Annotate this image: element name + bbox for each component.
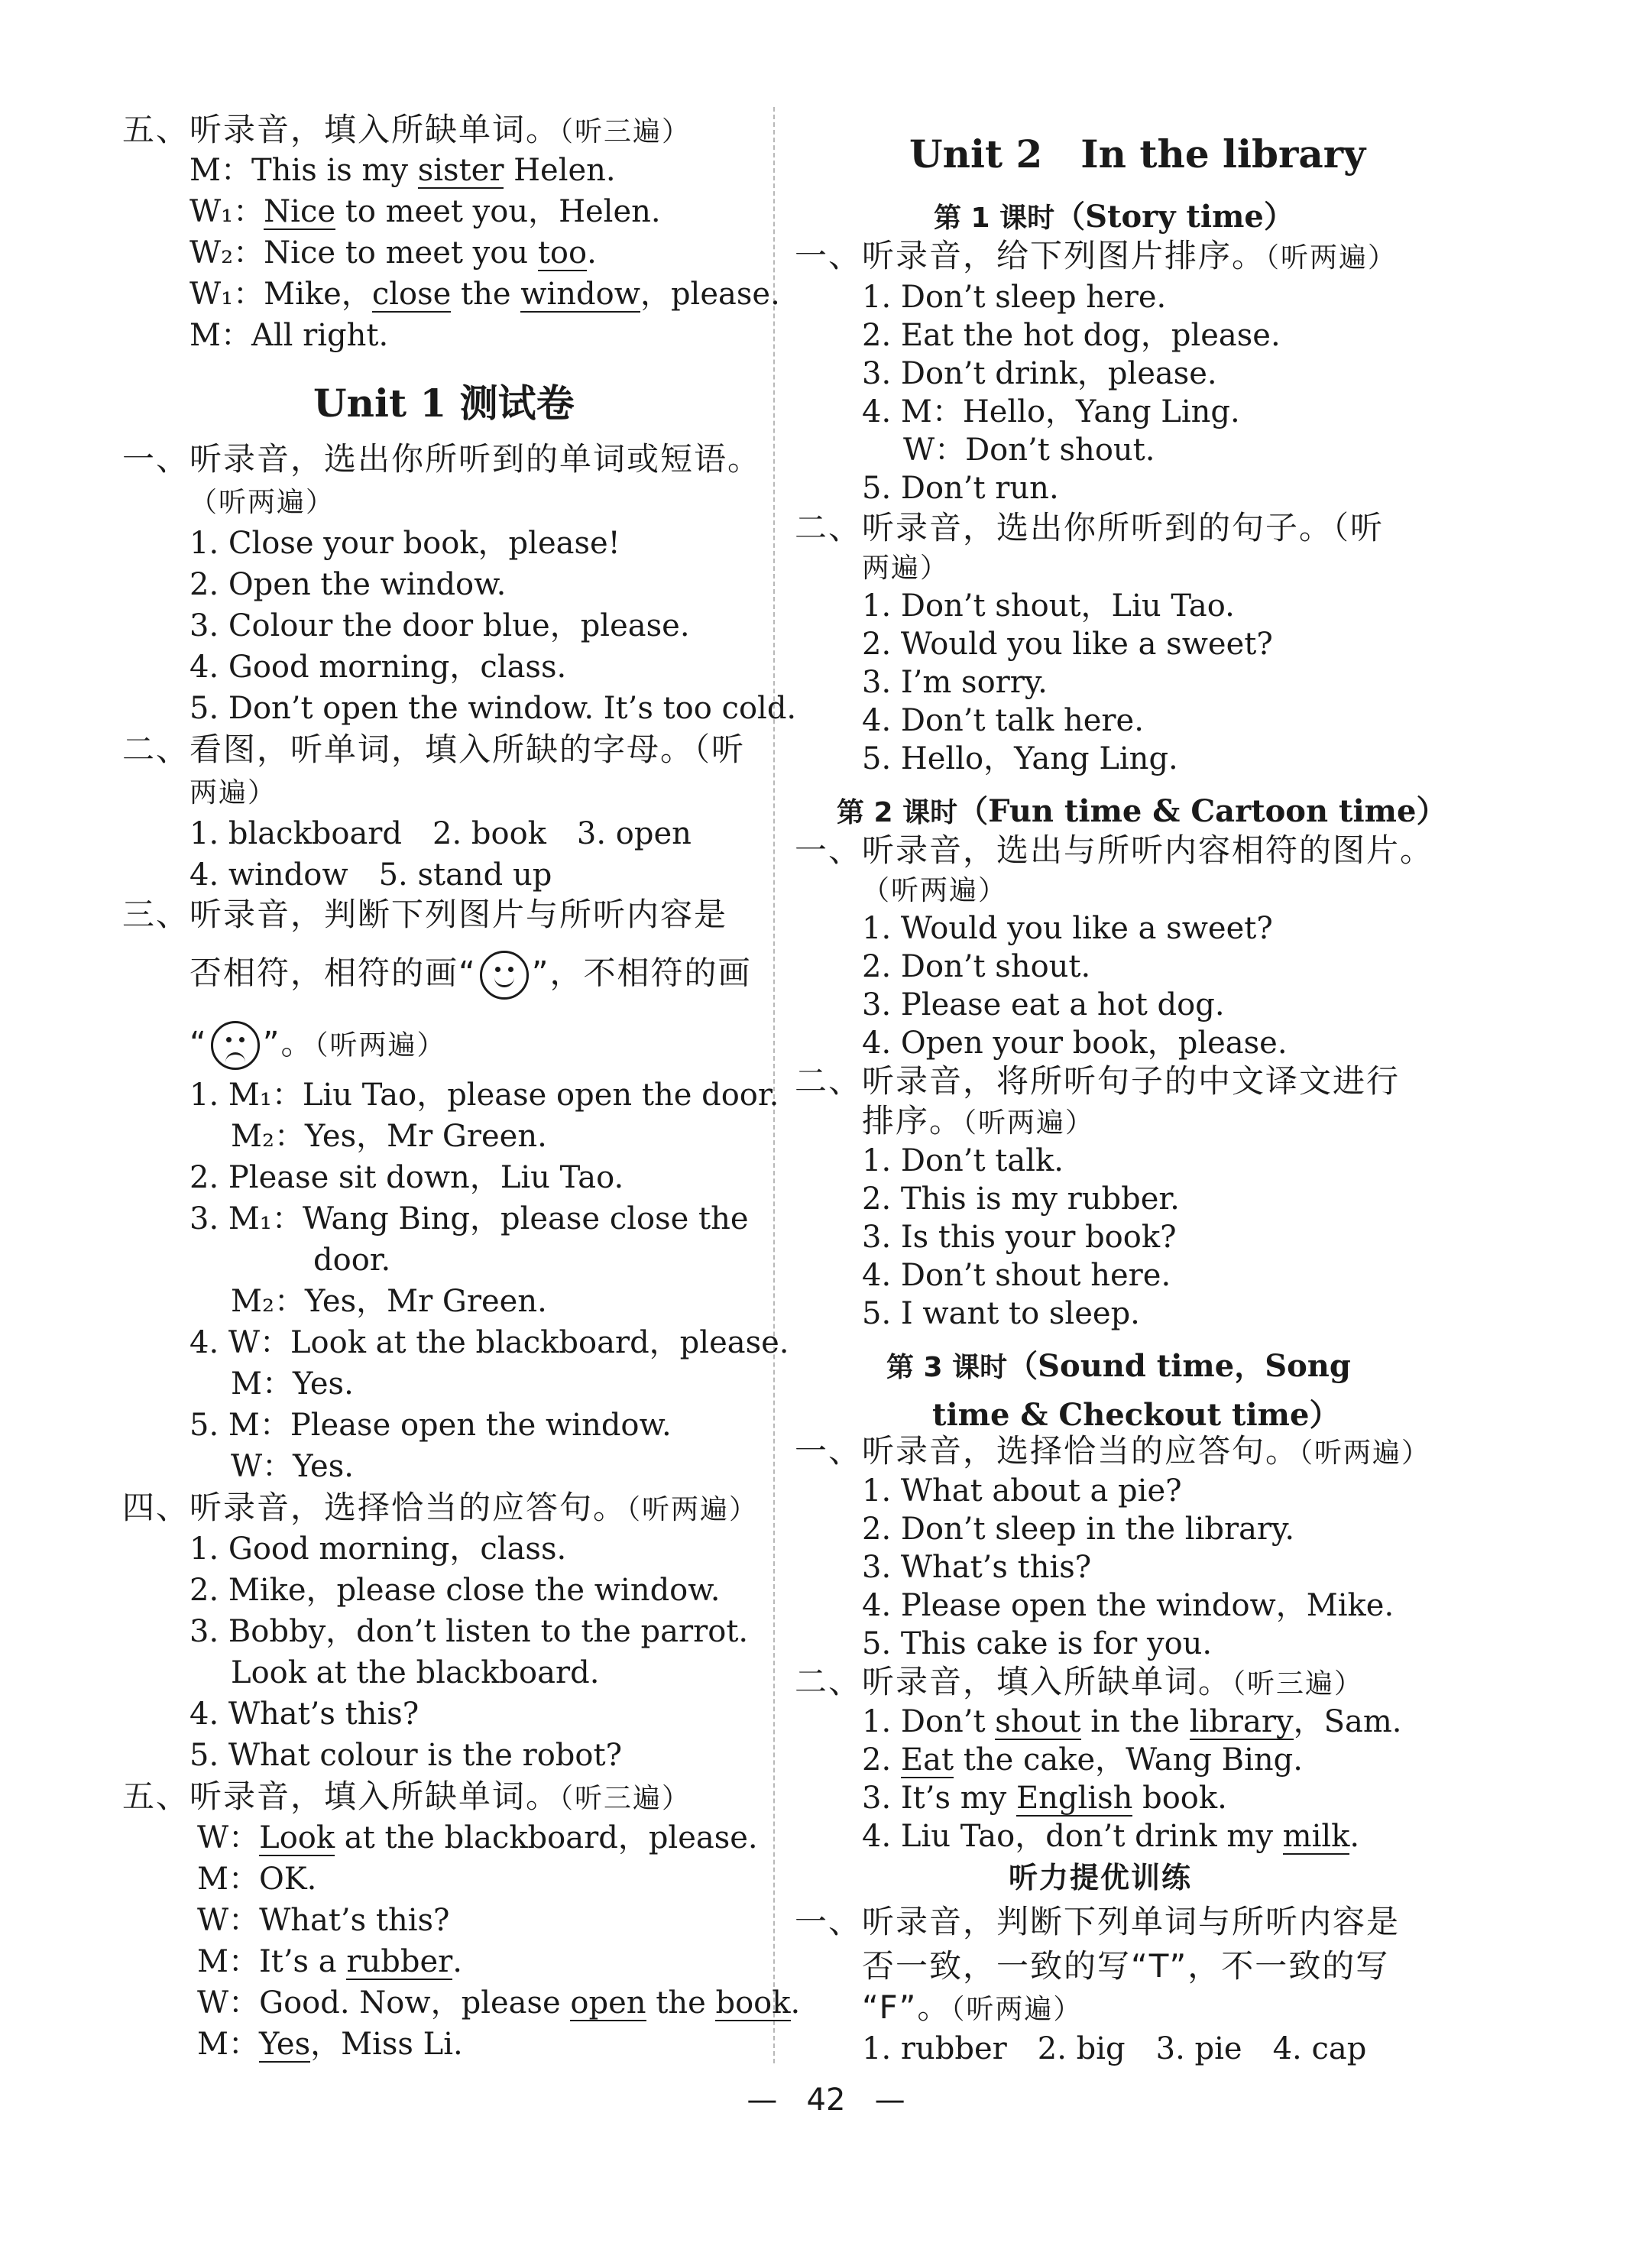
section-note: （听两遍） bbox=[862, 875, 1008, 906]
list-item: 3. Bobby，don’t listen to the parrot. bbox=[189, 1614, 749, 1649]
list-item: 1. blackboard 2. book 3. open bbox=[189, 816, 692, 851]
answer-word: rubber bbox=[346, 1944, 453, 1979]
list-item: 2. Mike，please close the window. bbox=[189, 1573, 721, 1608]
dialogue-line: W：Good. Now，please open the book. bbox=[197, 1985, 801, 2021]
test-title: Unit 1 测试卷 bbox=[313, 381, 575, 426]
dialogue-line: 1. M₁：Liu Tao，please open the door. bbox=[189, 1078, 779, 1113]
dialogue-line: 2. Please sit down，Liu Tao. bbox=[189, 1160, 624, 1195]
list-item: 3. Colour the door blue，please. bbox=[189, 608, 690, 643]
section-heading: 一、听录音，判断下列单词与所听内容是 bbox=[795, 1903, 1401, 1940]
list-item: 2. Open the window. bbox=[189, 567, 507, 602]
section-heading: 五、听录音，填入所缺单词。（听三遍） bbox=[122, 111, 692, 148]
fill-line: 3. It’s my English book. bbox=[862, 1781, 1227, 1816]
unit-title: Unit 2 In the library bbox=[909, 131, 1366, 177]
dialogue-line: W：Look at the blackboard，please. bbox=[197, 1820, 758, 1855]
dialogue-line: M₂：Yes，Mr Green. bbox=[231, 1119, 547, 1154]
list-item: 1. Don’t sleep here. bbox=[862, 280, 1167, 315]
list-item: 3. I’m sorry. bbox=[862, 665, 1048, 700]
answer-word: Eat bbox=[900, 1742, 954, 1778]
answer-word: shout bbox=[995, 1704, 1081, 1739]
list-item: 5. Hello，Yang Ling. bbox=[862, 741, 1178, 776]
answer-word: too bbox=[537, 235, 588, 271]
sad-face-icon bbox=[211, 1021, 260, 1070]
dialogue-line: M：Yes. bbox=[231, 1366, 354, 1402]
list-item: 1. Close your book，please! bbox=[189, 526, 620, 561]
smiley-face-icon bbox=[480, 951, 529, 1000]
answer-word: Yes bbox=[258, 2027, 311, 2062]
list-item: 1. Don’t shout，Liu Tao. bbox=[862, 588, 1235, 624]
section-heading: 五、听录音，填入所缺单词。（听三遍） bbox=[122, 1778, 692, 1815]
answer-word: English bbox=[1015, 1781, 1133, 1816]
section-heading-cont: 排序。（听两遍） bbox=[862, 1102, 1095, 1139]
list-item: 4. M：Hello，Yang Ling. bbox=[862, 394, 1240, 429]
section-note: （听两遍） bbox=[189, 487, 335, 518]
section-note: 两遍） bbox=[862, 553, 950, 584]
list-item: W：Don’t shout. bbox=[903, 433, 1155, 468]
answer-word: library bbox=[1189, 1704, 1294, 1739]
list-item: 4. Don’t shout here. bbox=[862, 1258, 1171, 1293]
section-heading-cont: “F”。（听两遍） bbox=[862, 1988, 1083, 2026]
answer-word: book bbox=[715, 1985, 791, 2021]
list-item: 5. Don’t open the window. It’s too cold. bbox=[189, 691, 797, 726]
dialogue-line: 3. M₁：Wang Bing，please close the bbox=[189, 1201, 749, 1236]
list-item: 2. Eat the hot dog，please. bbox=[862, 318, 1281, 353]
dialogue-line: door. bbox=[313, 1243, 391, 1278]
list-item: 3. Please eat a hot dog. bbox=[862, 987, 1225, 1023]
list-item: 4. window 5. stand up bbox=[189, 857, 552, 893]
section-heading: 一、听录音，给下列图片排序。（听两遍） bbox=[795, 237, 1398, 274]
list-item: 5. Don’t run. bbox=[862, 471, 1059, 506]
list-item: 5. What colour is the robot? bbox=[189, 1738, 623, 1773]
answer-word: close bbox=[371, 277, 452, 312]
dialogue-line: W₁：Mike，close the window，please. bbox=[189, 277, 780, 312]
answer-word: window bbox=[520, 277, 640, 312]
list-item: 1. Don’t talk. bbox=[862, 1143, 1064, 1178]
dialogue-line: 5. M：Please open the window. bbox=[189, 1408, 672, 1443]
section-heading: 三、听录音，判断下列图片与所听内容是 bbox=[122, 896, 728, 933]
page-number: — 42 — bbox=[747, 2082, 905, 2118]
list-item: 2. Don’t shout. bbox=[862, 949, 1091, 984]
fill-line: 2. Eat the cake，Wang Bing. bbox=[862, 1742, 1303, 1778]
dialogue-line: M：This is my sister Helen. bbox=[189, 153, 616, 188]
section-heading: 一、听录音，选出你所听到的单词或短语。 bbox=[122, 440, 762, 478]
section-heading-cont: 否一致，一致的写“T”，不一致的写 bbox=[862, 1947, 1390, 1985]
section-heading: 二、听录音，选出你所听到的句子。（听 bbox=[795, 509, 1385, 546]
list-item: 4. Good morning，class. bbox=[189, 650, 567, 685]
list-item: 3. Don’t drink，please. bbox=[862, 356, 1217, 391]
answer-word: sister bbox=[417, 153, 504, 188]
list-item: 1. What about a pie? bbox=[862, 1473, 1182, 1509]
dialogue-line: M：All right. bbox=[189, 318, 389, 353]
fill-line: 4. Liu Tao，don’t drink my milk. bbox=[862, 1819, 1360, 1854]
list-item: 3. What’s this? bbox=[862, 1550, 1092, 1585]
list-item: 2. Don’t sleep in the library. bbox=[862, 1512, 1295, 1547]
list-item: Look at the blackboard. bbox=[231, 1655, 600, 1690]
answer-word: open bbox=[570, 1985, 646, 2021]
section-title: 听力提优训练 bbox=[1009, 1861, 1193, 1894]
dialogue-line: W：What’s this? bbox=[197, 1903, 450, 1938]
section-heading: 一、听录音，选出与所听内容相符的图片。 bbox=[795, 831, 1434, 869]
section-heading-cont: 否相符，相符的画“ ”，不相符的画 bbox=[189, 951, 752, 1000]
answer-word: Nice bbox=[264, 194, 336, 229]
dialogue-line: W₁：Nice to meet you，Helen. bbox=[189, 194, 661, 229]
dialogue-line: M：It’s a rubber. bbox=[197, 1944, 462, 1979]
list-item: 2. Would you like a sweet? bbox=[862, 627, 1273, 662]
lesson-title: 第 1 课时（Story time） bbox=[934, 199, 1294, 235]
answer-word: milk bbox=[1282, 1819, 1350, 1854]
lesson-title-cont: time & Checkout time） bbox=[932, 1397, 1340, 1433]
list-item: 1. Good morning，class. bbox=[189, 1531, 567, 1567]
dialogue-line: 4. W：Look at the blackboard，please. bbox=[189, 1325, 789, 1360]
list-item: 5. This cake is for you. bbox=[862, 1626, 1213, 1661]
fill-line: 1. Don’t shout in the library，Sam. bbox=[862, 1704, 1402, 1739]
section-heading: 二、听录音，将所听句子的中文译文进行 bbox=[795, 1062, 1401, 1100]
list-item: 4. Don’t talk here. bbox=[862, 703, 1144, 738]
dialogue-line: W：Yes. bbox=[231, 1449, 354, 1484]
list-item: 5. I want to sleep. bbox=[862, 1296, 1140, 1331]
answer-word: Look bbox=[259, 1820, 335, 1855]
dialogue-line: M：Yes，Miss Li. bbox=[197, 2027, 463, 2062]
section-heading: 一、听录音，选择恰当的应答句。（听两遍） bbox=[795, 1432, 1431, 1470]
section-note: 两遍） bbox=[189, 777, 277, 809]
list-item: 4. What’s this? bbox=[189, 1697, 419, 1732]
section-heading: 四、听录音，选择恰当的应答句。（听两遍） bbox=[122, 1489, 759, 1526]
list-item: 1. Would you like a sweet? bbox=[862, 911, 1273, 946]
list-item: 3. Is this your book? bbox=[862, 1220, 1177, 1255]
list-item: 1. rubber 2. big 3. pie 4. cap bbox=[862, 2031, 1367, 2066]
list-item: 2. This is my rubber. bbox=[862, 1181, 1180, 1217]
lesson-title: 第 3 课时（Sound time，Song bbox=[886, 1348, 1351, 1384]
section-heading: 二、听录音，填入所缺单词。（听三遍） bbox=[795, 1663, 1364, 1700]
section-heading: 二、看图，听单词，填入所缺的字母。（听 bbox=[122, 731, 746, 768]
section-heading-cont: “ ”。（听两遍） bbox=[189, 1021, 446, 1070]
list-item: 4. Please open the window，Mike. bbox=[862, 1588, 1394, 1623]
dialogue-line: M₂：Yes，Mr Green. bbox=[231, 1284, 547, 1319]
dialogue-line: M：OK. bbox=[197, 1862, 317, 1897]
lesson-title: 第 2 课时（Fun time & Cartoon time） bbox=[837, 793, 1447, 829]
dialogue-line: W₂：Nice to meet you too. bbox=[189, 235, 597, 271]
list-item: 4. Open your book，please. bbox=[862, 1026, 1288, 1061]
